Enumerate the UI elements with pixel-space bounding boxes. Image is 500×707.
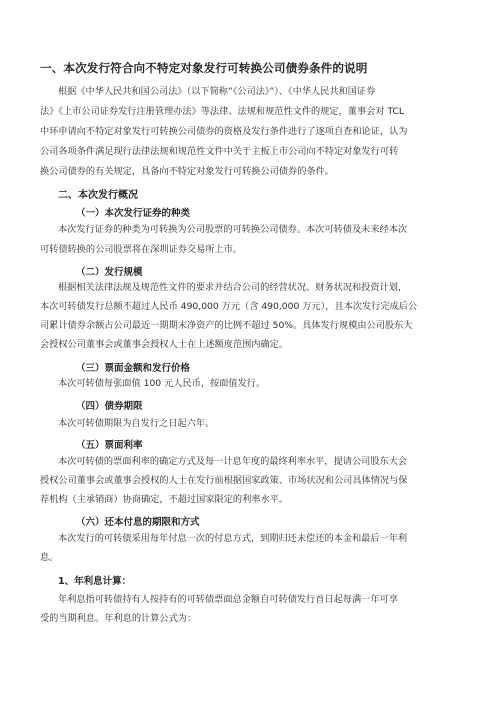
sub5-heading: （五）票面利率 <box>76 440 143 451</box>
section1-heading: 一、本次发行符合向不特定对象发行可转换公司债券条件的说明 <box>40 61 368 75</box>
sub3-heading: （三）票面金额和发行价格 <box>76 363 191 374</box>
sub2-line: 根据相关法律法规及规范性文件的要求并结合公司的经营状况、财务状况和投资计划， <box>58 282 408 293</box>
sub1-line: 本次发行证券的种类为可转换为公司股票的可转换公司债券。本次可转债及未来经本次 <box>58 224 408 235</box>
section1-line: 根据《中华人民共和国公司法》（以下简称“《公司法》”）、《中华人民共和国证券 <box>58 86 376 97</box>
sub1-line: 可转债转换的公司股票将在深圳证券交易所上市。 <box>40 244 243 255</box>
section1-line: 中环申请向不特定对象发行可转换公司债券的资格及发行条件进行了逐项自查和论证，认为 <box>40 126 408 137</box>
sub2-line: 司累计债券余额占公司最近一期期末净资产的比例不超过 50%。具体发行规模由公司股东大 <box>40 320 413 331</box>
sub6-line: 息。 <box>40 552 59 563</box>
section1-line: 法》《上市公司证券发行注册管理办法》等法律、法规和规范性文件的规定，董事会对 TCL <box>40 106 405 117</box>
sub5-line: 荐机构（主承销商）协商确定，不超过国家限定的利率水平。 <box>40 494 289 505</box>
section1-line: 公司各项条件满足现行法律法规和规范性文件中关于主板上市公司向不特定对象发行可转 <box>40 146 399 157</box>
sub5-line: 授权公司董事会或董事会授权的人士在发行前根据国家政策、市场状况和公司具体情况与保 <box>40 475 408 486</box>
sub6-1-line: 年利息指可转债持有人按持有的可转债票面总金额自可转债发行首日起每满一年可享 <box>58 594 398 605</box>
sub4-line: 本次可转债期限为自发行之日起六年。 <box>58 418 215 429</box>
sub2-line: 会授权公司董事会或董事会授权人士在上述额度范围内确定。 <box>40 339 289 350</box>
sub6-heading: （六）还本付息的期限和方式 <box>76 517 200 528</box>
section1-line: 换公司债券的有关规定，具备向不特定对象发行可转换公司债券的条件。 <box>40 166 334 177</box>
sub6-1-heading: 1、年利息计算： <box>58 576 132 587</box>
sub5-line: 本次可转债的票面利率的确定方式及每一计息年度的最终利率水平，提请公司股东大会 <box>58 456 408 467</box>
sub6-1-line: 受的当期利息。年利息的计算公式为： <box>40 613 197 624</box>
sub3-line: 本次可转债每张面值 100 元人民币，按面值发行。 <box>58 378 266 389</box>
sub2-line: 本次可转债发行总额不超过人民币 490,000 万元（含 490,000 万元），且本次发行完成后公 <box>40 301 418 312</box>
sub6-line: 本次发行的可转债采用每年付息一次的付息方式，到期归还未偿还的本金和最后一年利 <box>58 533 408 544</box>
sub4-heading: （四）债券期限 <box>76 401 143 412</box>
sub2-heading: （二）发行规模 <box>76 267 143 278</box>
sub1-heading: （一）本次发行证券的种类 <box>76 208 191 219</box>
section2-heading: 二、本次发行概况 <box>58 190 138 201</box>
